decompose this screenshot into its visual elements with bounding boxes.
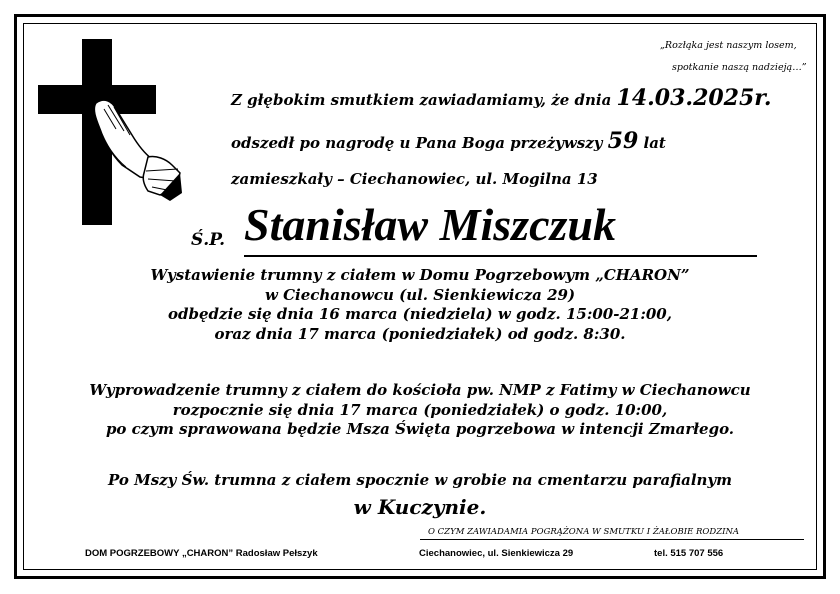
viewing-line: w Ciechanowcu (ul. Sienkiewicza 29)	[264, 285, 576, 304]
intro-line-2	[231, 128, 666, 154]
age-text: odszedł po nagrodę u Pana Boga przeżywszy	[231, 134, 608, 152]
procession-line: Wyprowadzenie trumny z ciałem do kościoła pw. NMP z Fatimy w Ciechanowcu	[89, 381, 751, 399]
footer-company: DOM POGRZEBOWY „CHARON” Radosław Pełszyk	[85, 548, 318, 559]
burial-line: Po Mszy Św. trumna z ciałem spocznie w grobie na cmentarzu parafialnym	[107, 471, 733, 489]
footer-phone: tel. 515 707 556	[654, 548, 724, 559]
intro-line-1	[231, 85, 772, 111]
quote-line-2: spotkanie naszą nadzieją…”	[672, 62, 807, 73]
sp-prefix: Ś.P.	[191, 230, 226, 250]
family-note-underline	[420, 539, 804, 540]
residence-line: zamieszkały – Ciechanowiec, ul. Mogilna 13	[231, 170, 598, 188]
family-note: O CZYM ZAWIADAMIA POGRĄŻONA W SMUTKU I ŻAŁOBIE RODZINA	[428, 527, 740, 537]
procession-block	[30, 381, 810, 440]
age-value: 59	[607, 128, 639, 154]
viewing-block	[30, 266, 810, 344]
viewing-line: odbędzie się dnia 16 marca (niedziela) w godz. 15:00-21:00,	[168, 305, 672, 323]
procession-line: po czym sprawowana będzie Msza Święta pogrzebowa w intencji Zmarłego.	[105, 420, 735, 438]
age-unit: lat	[638, 134, 666, 152]
footer-address: Ciechanowiec, ul. Sienkiewicza 29	[419, 548, 574, 559]
name-underline	[244, 255, 757, 257]
death-date: 14.03.2025r.	[616, 85, 772, 111]
quote-line-1: „Rozłąka jest naszym losem,	[660, 40, 797, 51]
praying-hands-icon	[86, 95, 184, 203]
burial-place: w Kuczynie.	[353, 495, 487, 519]
intro-text: Z głębokim smutkiem zawiadamiamy, że dnia	[231, 91, 617, 109]
deceased-name: Stanisław Miszczuk	[244, 199, 616, 250]
viewing-line: Wystawienie trumny z ciałem w Domu Pogrzebowym „CHARON”	[150, 266, 690, 284]
procession-line: rozpocznie się dnia 17 marca (poniedziałek) o godz. 10:00,	[172, 400, 668, 419]
viewing-line: oraz dnia 17 marca (poniedziałek) od godz. 8:30.	[214, 324, 626, 343]
